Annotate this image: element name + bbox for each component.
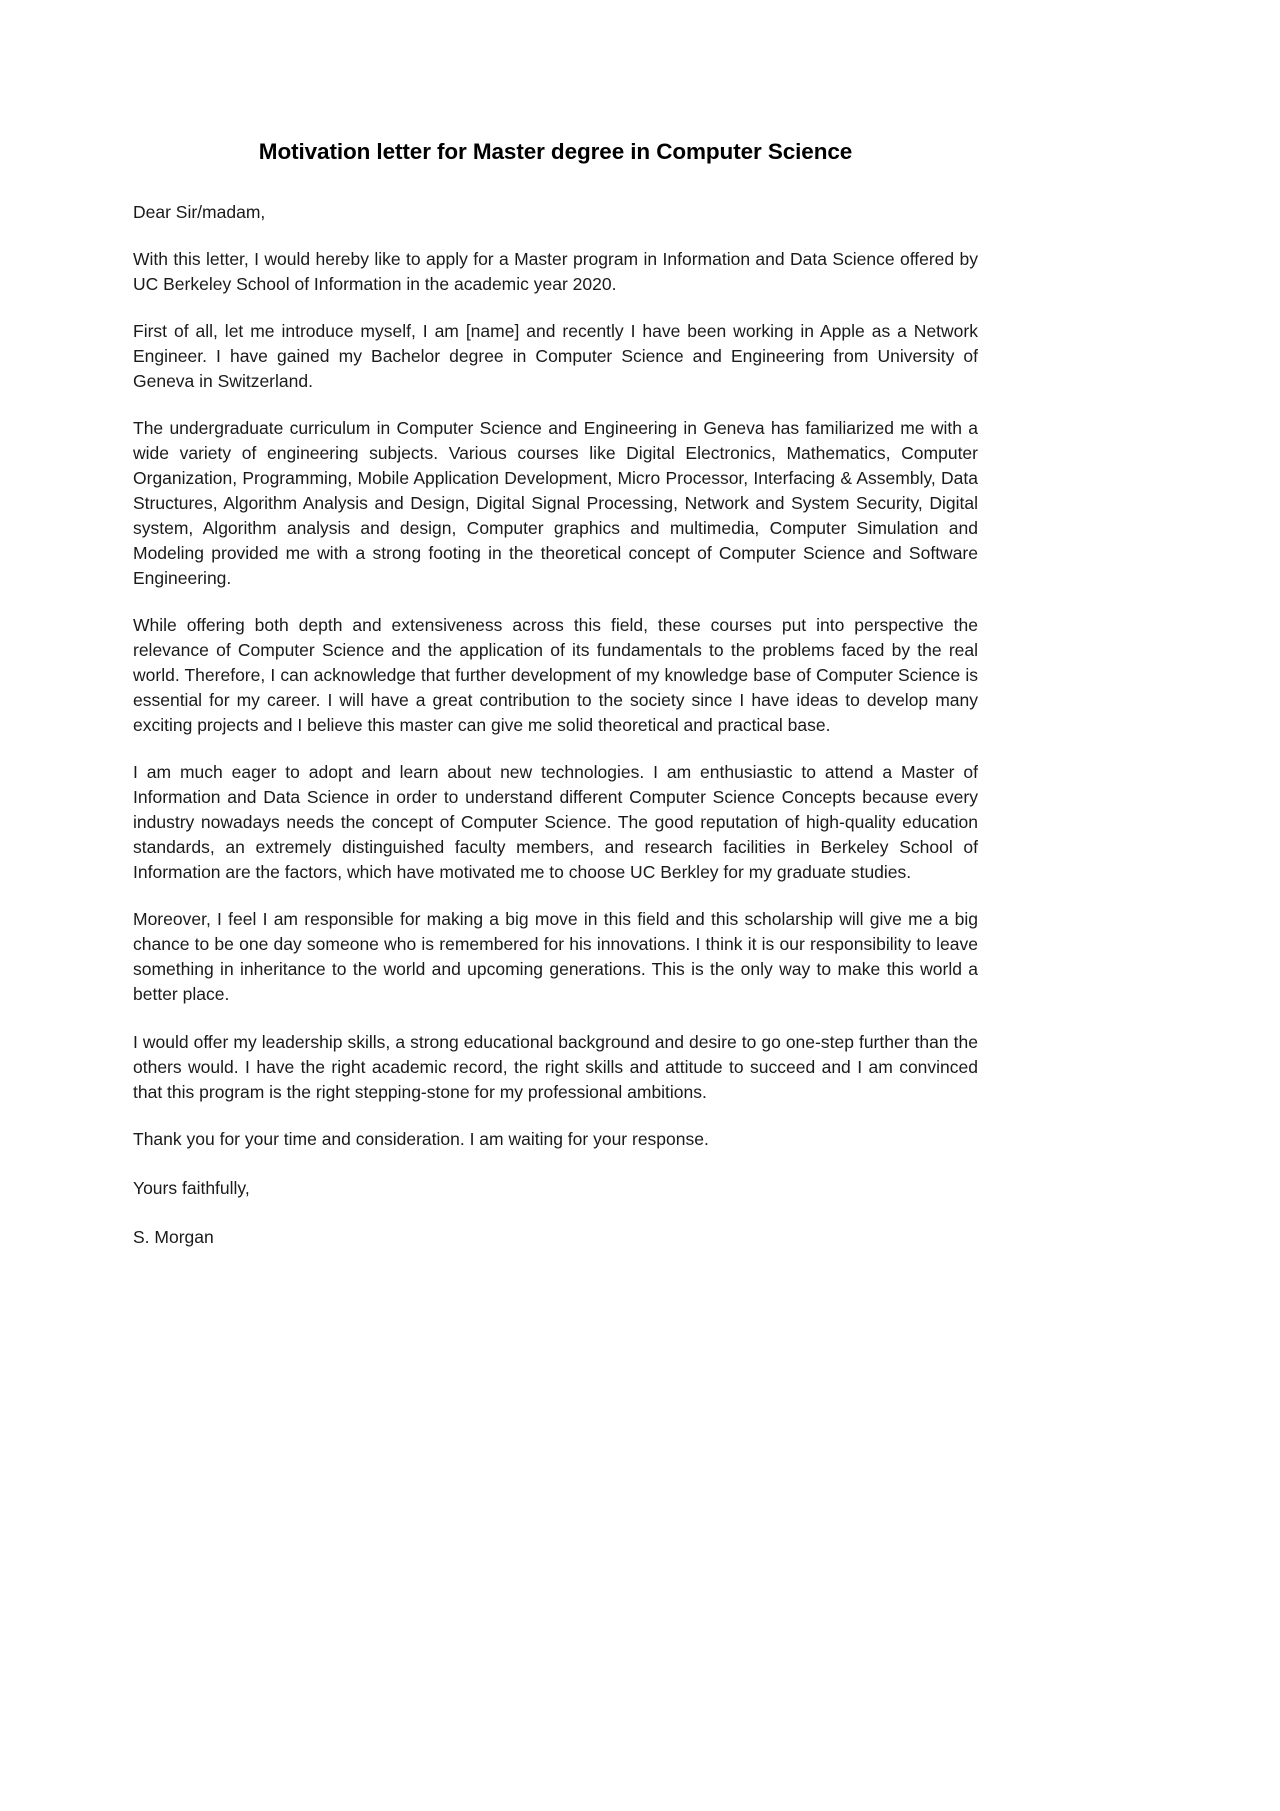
paragraph-undergraduate-curriculum: The undergraduate curriculum in Computer Science and Engineering in Geneva has familiarized me with a wide variety of engineering subjects. Various courses like Digital Electronics, Mathematics, Computer Organization, Programming, Mobile Application Development, Micro Processor, Interfacing & Assembly, Data Structures, Algorithm Analysis and Design, Digital Signal Processing, Network and System Security, Digital system, Algorithm analysis and design, Computer graphics and multimedia, Computer Simulation and Modeling provided me with a strong footing in the theoretical concept of Computer Science and Software Engineering. (133, 418, 978, 589)
paragraph-course-relevance: While offering both depth and extensiveness across this field, these courses put into perspective the relevance of Computer Science and the application of its fundamentals to the problems faced by the real world. Therefore, I can acknowledge that further development of my knowledge base of Computer Science is essential for my career. I will have a great contribution to the society since I have ideas to develop many exciting projects and I believe this master can give me solid theoretical and practical base. (133, 615, 978, 736)
salutation: Dear Sir/madam, (133, 202, 266, 223)
paragraph-application-intent: With this letter, I would hereby like to apply for a Master program in Information and Data Science offered by UC Berkeley School of Information in the academic year 2020. (133, 249, 978, 295)
paragraph-motivation-for-program: I am much eager to adopt and learn about new technologies. I am enthusiastic to attend a Master of Information and Data Science in order to understand different Computer Science Concepts because every industry nowadays needs the concept of Computer Science. The good reputation of high-quality education standards, an extremely distinguished faculty members, and research facilities in Berkeley School of Information are the factors, which have motivated me to choose UC Berkley for my graduate studies. (133, 762, 978, 883)
letter-body (133, 0, 978, 1250)
sign-off: Yours faithfully, (133, 1177, 250, 1198)
page-title: Motivation letter for Master degree in Computer Science (258, 139, 853, 164)
paragraph-self-introduction: First of all, let me introduce myself, I am [name] and recently I have been working in Apple as a Network Engineer. I have gained my Bachelor degree in Computer Science and Engineering from University of Geneva in Switzerland. (133, 321, 978, 392)
paragraph-responsibility-and-ambition: Moreover, I feel I am responsible for making a big move in this field and this scholarship will give me a big chance to be one day someone who is remembered for his innovations. I think it is our responsibility to leave something in inheritance to the world and upcoming generations. This is the only way to make this world a better place. (133, 909, 978, 1005)
signature-name: S. Morgan (133, 1226, 214, 1247)
closing-line: Thank you for your time and consideration. I am waiting for your response. (133, 1128, 709, 1149)
paragraph-qualifications-offer: I would offer my leadership skills, a strong educational background and desire to go one-step further than the others would. I have the right academic record, the right skills and attitude to succeed and I am convinced that this program is the right stepping-stone for my professional ambitions. (133, 1031, 978, 1102)
